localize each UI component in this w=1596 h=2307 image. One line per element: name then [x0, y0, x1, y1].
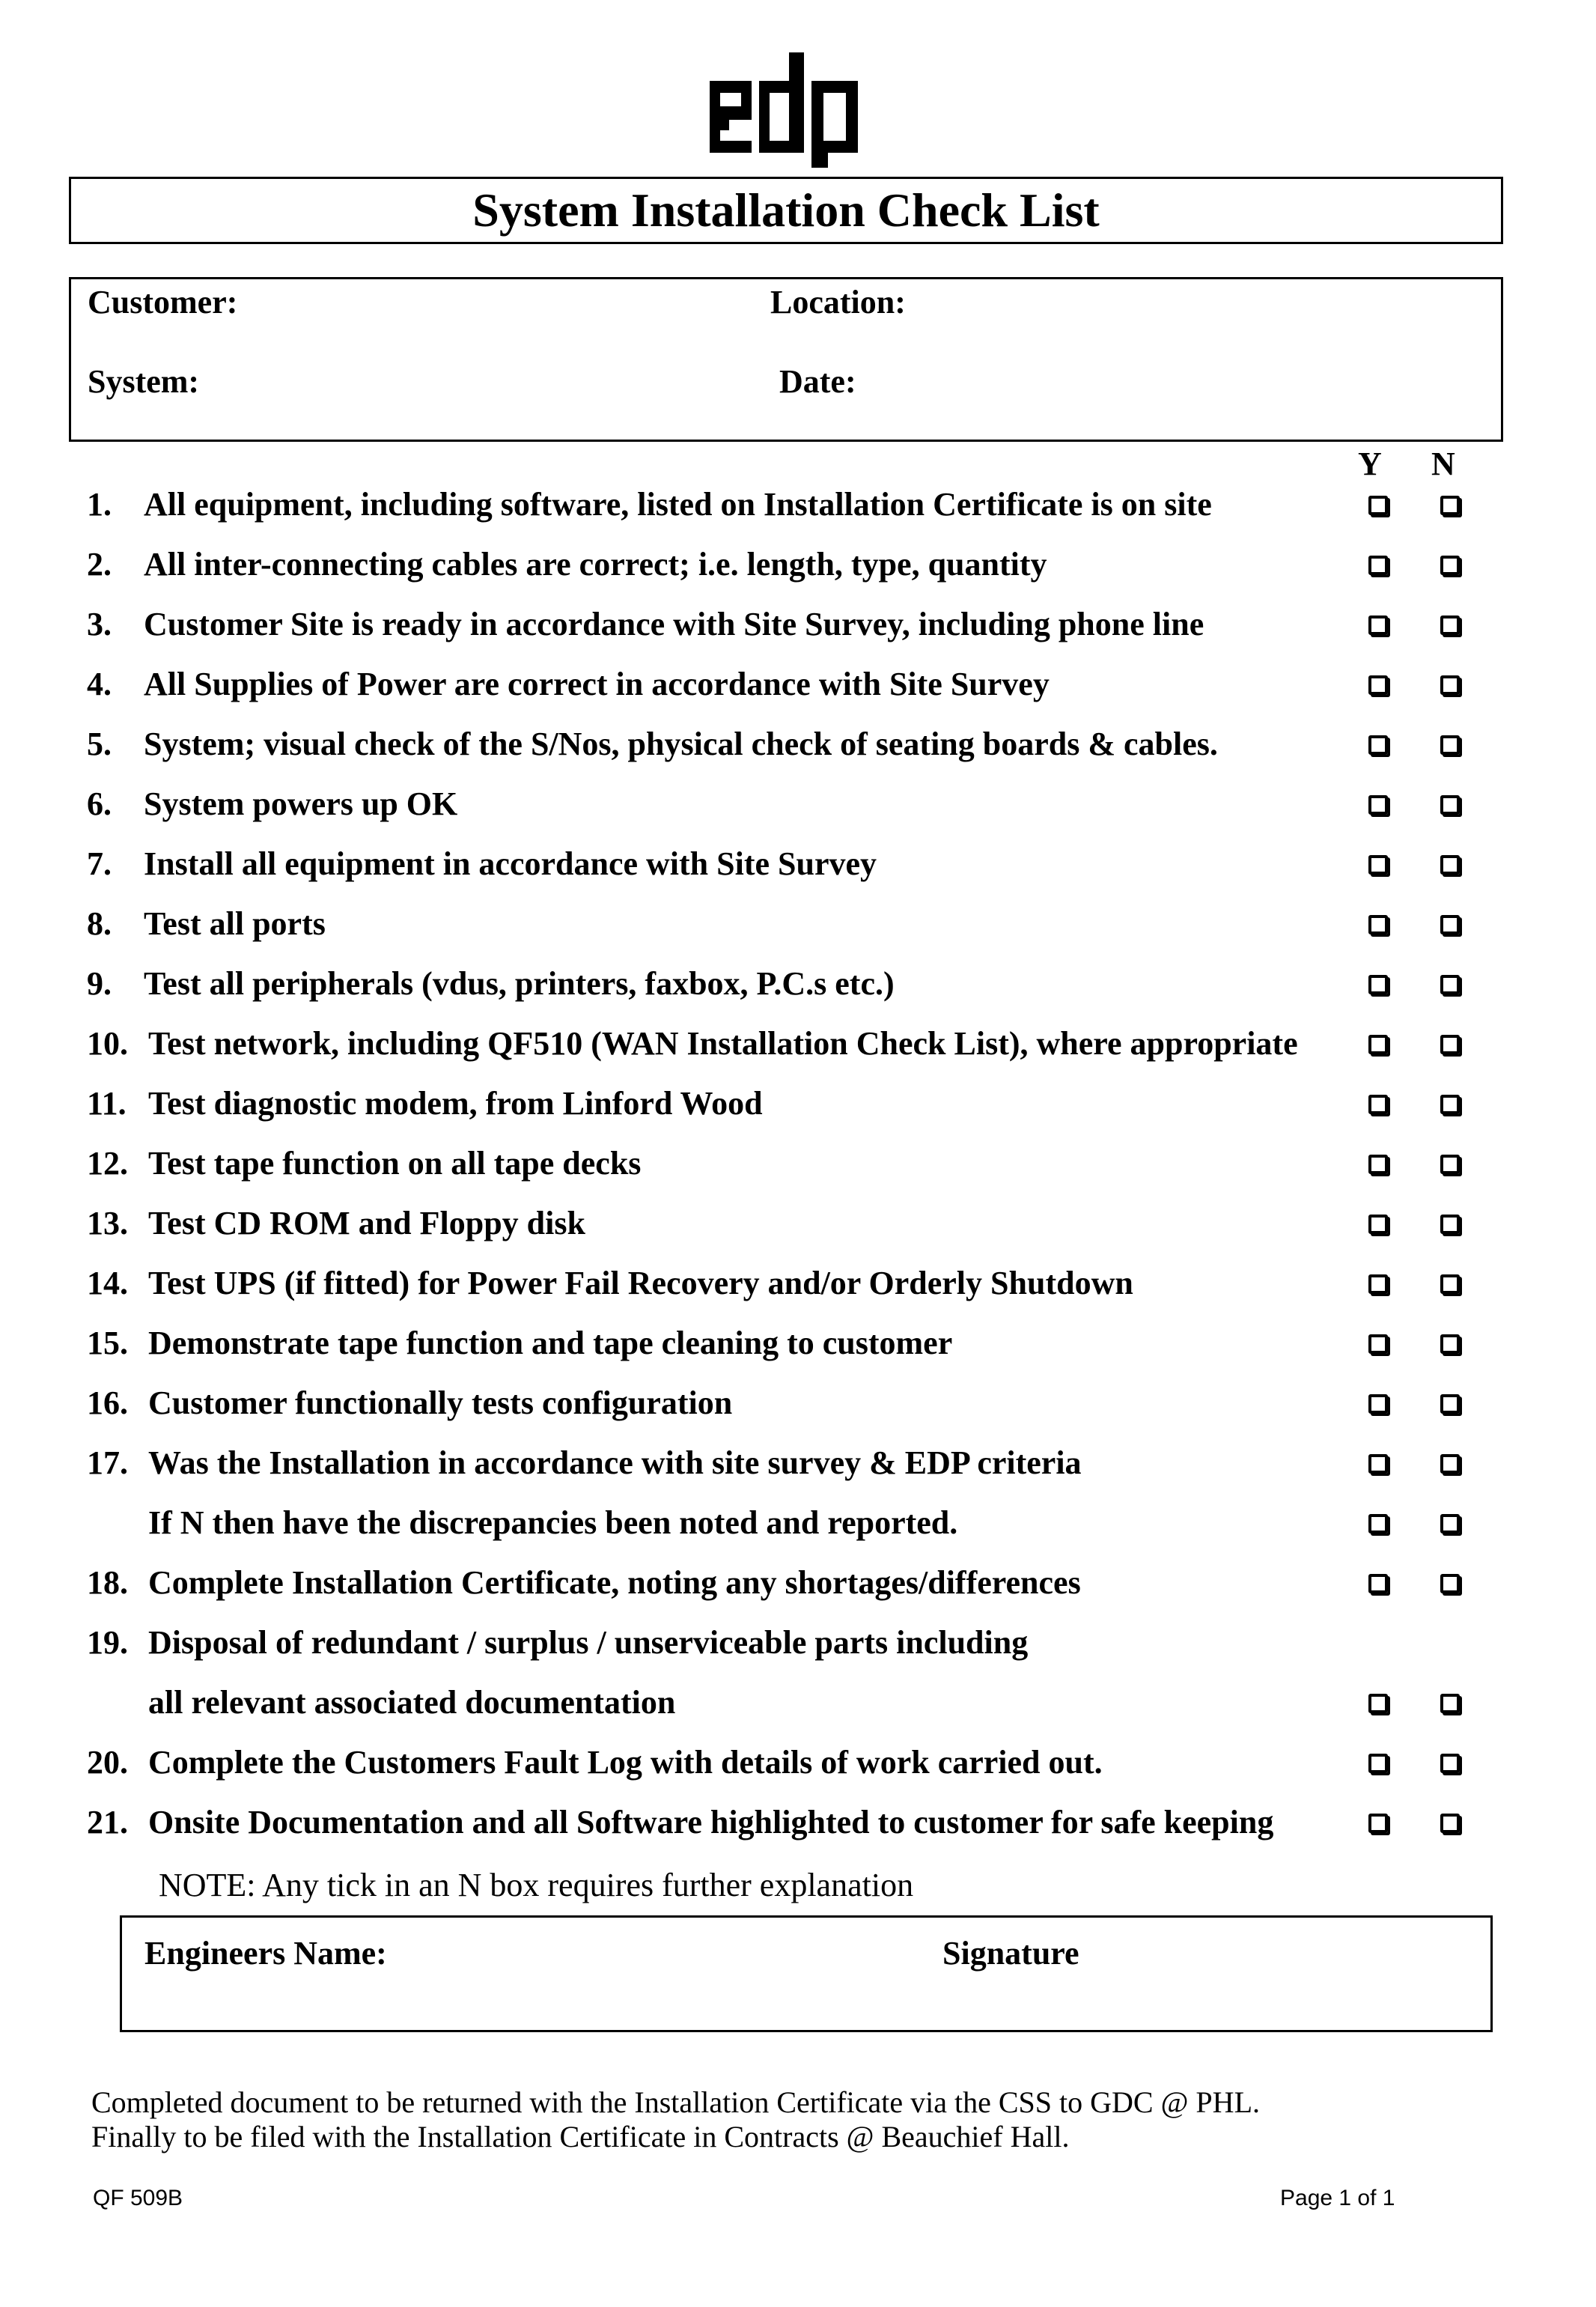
item-number: 18.	[87, 1564, 128, 1601]
item-text: If N then have the discrepancies been noted and reported.	[148, 1504, 958, 1541]
item-text: All Supplies of Power are correct in accordance with Site Survey	[144, 666, 1050, 702]
item-number: 7.	[87, 845, 112, 882]
item-number: 9.	[87, 965, 112, 1002]
no-checkbox[interactable]	[1440, 615, 1460, 635]
no-checkbox[interactable]	[1440, 1274, 1460, 1294]
footer-line-1: Completed document to be returned with the Installation Certificate via the CSS to GDC @ PHL.	[91, 2085, 1260, 2119]
checklist-item	[87, 1321, 1524, 1381]
no-checkbox[interactable]	[1440, 1334, 1460, 1354]
yes-checkbox[interactable]	[1368, 855, 1388, 875]
checklist-item	[87, 1800, 1524, 1860]
edp-logo-icon	[707, 48, 871, 168]
no-column-header: N	[1431, 446, 1455, 482]
item-number: 11.	[87, 1085, 127, 1122]
yes-checkbox[interactable]	[1368, 675, 1388, 695]
item-number: 4.	[87, 666, 112, 702]
item-number: 15.	[87, 1325, 128, 1361]
checklist-item	[87, 662, 1524, 722]
no-checkbox[interactable]	[1440, 1814, 1460, 1833]
item-text: System; visual check of the S/Nos, physical check of seating boards & cables.	[144, 726, 1218, 762]
checklist-item	[87, 1141, 1524, 1201]
checklist-item	[87, 961, 1524, 1021]
yes-checkbox[interactable]	[1368, 795, 1388, 815]
no-checkbox[interactable]	[1440, 1454, 1460, 1474]
no-checkbox[interactable]	[1440, 915, 1460, 934]
item-text: Onsite Documentation and all Software highlighted to customer for safe keeping	[148, 1804, 1274, 1841]
item-number: 12.	[87, 1145, 128, 1182]
item-number: 8.	[87, 905, 112, 942]
checklist-item	[87, 1740, 1524, 1800]
info-box	[69, 277, 1503, 442]
footer-line-2: Finally to be filed with the Installation Certificate in Contracts @ Beauchief Hall.	[91, 2120, 1070, 2153]
no-checkbox[interactable]	[1440, 675, 1460, 695]
no-checkbox[interactable]	[1440, 1694, 1460, 1713]
item-text: Test UPS (if fitted) for Power Fail Recovery and/or Orderly Shutdown	[148, 1265, 1133, 1301]
checklist-item	[87, 542, 1524, 602]
form-code: QF 509B	[93, 2186, 183, 2210]
edp-logo	[707, 48, 871, 168]
no-checkbox[interactable]	[1440, 795, 1460, 815]
engineer-box	[120, 1915, 1493, 2032]
item-text: Complete Installation Certificate, noting any shortages/differences	[148, 1564, 1081, 1601]
date-label: Date:	[779, 363, 856, 400]
checklist-item	[87, 1081, 1524, 1141]
no-checkbox[interactable]	[1440, 1514, 1460, 1534]
item-text: Test network, including QF510 (WAN Installation Check List), where appropriate	[148, 1025, 1298, 1062]
yes-checkbox[interactable]	[1368, 1574, 1388, 1593]
item-number: 14.	[87, 1265, 128, 1301]
checklist-item	[87, 1201, 1524, 1261]
yes-checkbox[interactable]	[1368, 1035, 1388, 1054]
signature-label: Signature	[942, 1935, 1079, 1972]
item-number: 10.	[87, 1025, 128, 1062]
yes-column-header: Y	[1358, 446, 1382, 482]
yes-checkbox[interactable]	[1368, 1694, 1388, 1713]
item-number: 6.	[87, 785, 112, 822]
checklist-item	[87, 902, 1524, 961]
title-box	[69, 177, 1503, 244]
no-checkbox[interactable]	[1440, 556, 1460, 575]
yes-checkbox[interactable]	[1368, 1454, 1388, 1474]
no-checkbox[interactable]	[1440, 855, 1460, 875]
no-checkbox[interactable]	[1440, 975, 1460, 994]
yes-checkbox[interactable]	[1368, 1215, 1388, 1234]
item-text: Disposal of redundant / surplus / unserviceable parts including	[148, 1624, 1029, 1661]
no-checkbox[interactable]	[1440, 1215, 1460, 1234]
no-checkbox[interactable]	[1440, 1155, 1460, 1174]
item-number: 17.	[87, 1444, 128, 1481]
checklist-item	[87, 1501, 1524, 1560]
checklist-item	[87, 1021, 1524, 1081]
item-number: 13.	[87, 1205, 128, 1241]
item-number: 19.	[87, 1624, 128, 1661]
item-text: Demonstrate tape function and tape cleaning to customer	[148, 1325, 953, 1361]
note-text: NOTE: Any tick in an N box requires further explanation	[159, 1867, 914, 1903]
item-text: All equipment, including software, listed on Installation Certificate is on site	[144, 486, 1212, 523]
checklist-item	[87, 1381, 1524, 1441]
checklist-item	[87, 1441, 1524, 1501]
yes-checkbox[interactable]	[1368, 1514, 1388, 1534]
engineer-name-label: Engineers Name:	[144, 1935, 387, 1972]
item-text: Test tape function on all tape decks	[148, 1145, 642, 1182]
checklist-item	[87, 1680, 1524, 1740]
item-text: System powers up OK	[144, 785, 458, 822]
checklist-item	[87, 722, 1524, 782]
no-checkbox[interactable]	[1440, 735, 1460, 755]
checklist-item	[87, 482, 1524, 542]
item-text: Test diagnostic modem, from Linford Wood	[148, 1085, 763, 1122]
yes-checkbox[interactable]	[1368, 496, 1388, 515]
page-number: Page 1 of 1	[1280, 2186, 1395, 2210]
item-text: Test CD ROM and Floppy disk	[148, 1205, 585, 1241]
item-number: 5.	[87, 726, 112, 762]
item-text: Customer Site is ready in accordance with Site Survey, including phone line	[144, 606, 1204, 642]
item-number: 21.	[87, 1804, 128, 1841]
no-checkbox[interactable]	[1440, 1574, 1460, 1593]
checklist-item	[87, 1560, 1524, 1620]
item-text: Complete the Customers Fault Log with details of work carried out.	[148, 1744, 1103, 1781]
item-text: All inter-connecting cables are correct; i.e. length, type, quantity	[144, 546, 1047, 583]
item-number: 2.	[87, 546, 112, 583]
no-checkbox[interactable]	[1440, 1035, 1460, 1054]
item-text: Test all peripherals (vdus, printers, faxbox, P.C.s etc.)	[144, 965, 895, 1002]
location-label: Location:	[770, 284, 906, 320]
customer-label: Customer:	[88, 284, 238, 320]
yes-checkbox[interactable]	[1368, 1274, 1388, 1294]
no-checkbox[interactable]	[1440, 1095, 1460, 1114]
yes-checkbox[interactable]	[1368, 1754, 1388, 1773]
no-checkbox[interactable]	[1440, 496, 1460, 515]
checklist-item	[87, 782, 1524, 842]
item-number: 1.	[87, 486, 112, 523]
yes-checkbox[interactable]	[1368, 1095, 1388, 1114]
yes-checkbox[interactable]	[1368, 1334, 1388, 1354]
yes-checkbox[interactable]	[1368, 1394, 1388, 1414]
no-checkbox[interactable]	[1440, 1754, 1460, 1773]
item-text: Customer functionally tests configuration	[148, 1384, 733, 1421]
yes-checkbox[interactable]	[1368, 735, 1388, 755]
yes-checkbox[interactable]	[1368, 1814, 1388, 1833]
no-checkbox[interactable]	[1440, 1394, 1460, 1414]
checklist-item	[87, 1620, 1524, 1680]
checklist-item	[87, 602, 1524, 662]
checklist-item	[87, 1261, 1524, 1321]
item-number: 20.	[87, 1744, 128, 1781]
item-number: 16.	[87, 1384, 128, 1421]
item-text: Install all equipment in accordance with Site Survey	[144, 845, 877, 882]
system-label: System:	[88, 363, 200, 400]
yes-checkbox[interactable]	[1368, 975, 1388, 994]
item-text: Test all ports	[144, 905, 326, 942]
yes-checkbox[interactable]	[1368, 915, 1388, 934]
checklist-item	[87, 842, 1524, 902]
yes-checkbox[interactable]	[1368, 615, 1388, 635]
item-number: 3.	[87, 606, 112, 642]
yes-checkbox[interactable]	[1368, 556, 1388, 575]
document-title: System Installation Check List	[472, 183, 1100, 237]
yes-checkbox[interactable]	[1368, 1155, 1388, 1174]
item-text: Was the Installation in accordance with site survey & EDP criteria	[148, 1444, 1082, 1481]
item-text: all relevant associated documentation	[148, 1684, 676, 1721]
